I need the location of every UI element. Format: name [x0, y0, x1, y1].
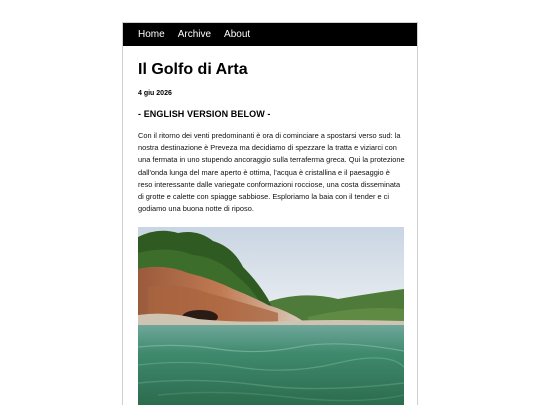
post-content: [123, 60, 417, 405]
post-body-text: Con il ritorno dei venti predominanti è ora di cominciare a spostarsi verso sud: la nostra destinazione è Preveza ma decidiamo di spezzare la tratta e viziarci con una fermata in uno stupendo ancoraggio sulla terraferma greca. Qui la protezione dall'onda lunga del mare aperto è ottima, l'acqua è cristallina e il paesaggio è reso interessante dalle variegate conformazioni rocciose, una costa disseminata di grotte e calette con spiagge sabbiose. Esploriamo la baia con il tender e ci godiamo una buona notte di riposo.: [138, 131, 405, 214]
nav-link-about[interactable]: About: [224, 29, 251, 40]
photo-sea: [138, 325, 404, 405]
blog-page: [122, 22, 418, 405]
nav-link-archive[interactable]: Archive: [177, 29, 212, 40]
top-navbar: [123, 23, 417, 46]
post-title: Il Golfo di Arta: [138, 61, 248, 78]
post-photo: [138, 227, 404, 405]
post-date: 4 giu 2026: [138, 90, 172, 97]
nav-link-home[interactable]: Home: [138, 29, 165, 40]
english-version-note: - ENGLISH VERSION BELOW -: [138, 109, 271, 119]
